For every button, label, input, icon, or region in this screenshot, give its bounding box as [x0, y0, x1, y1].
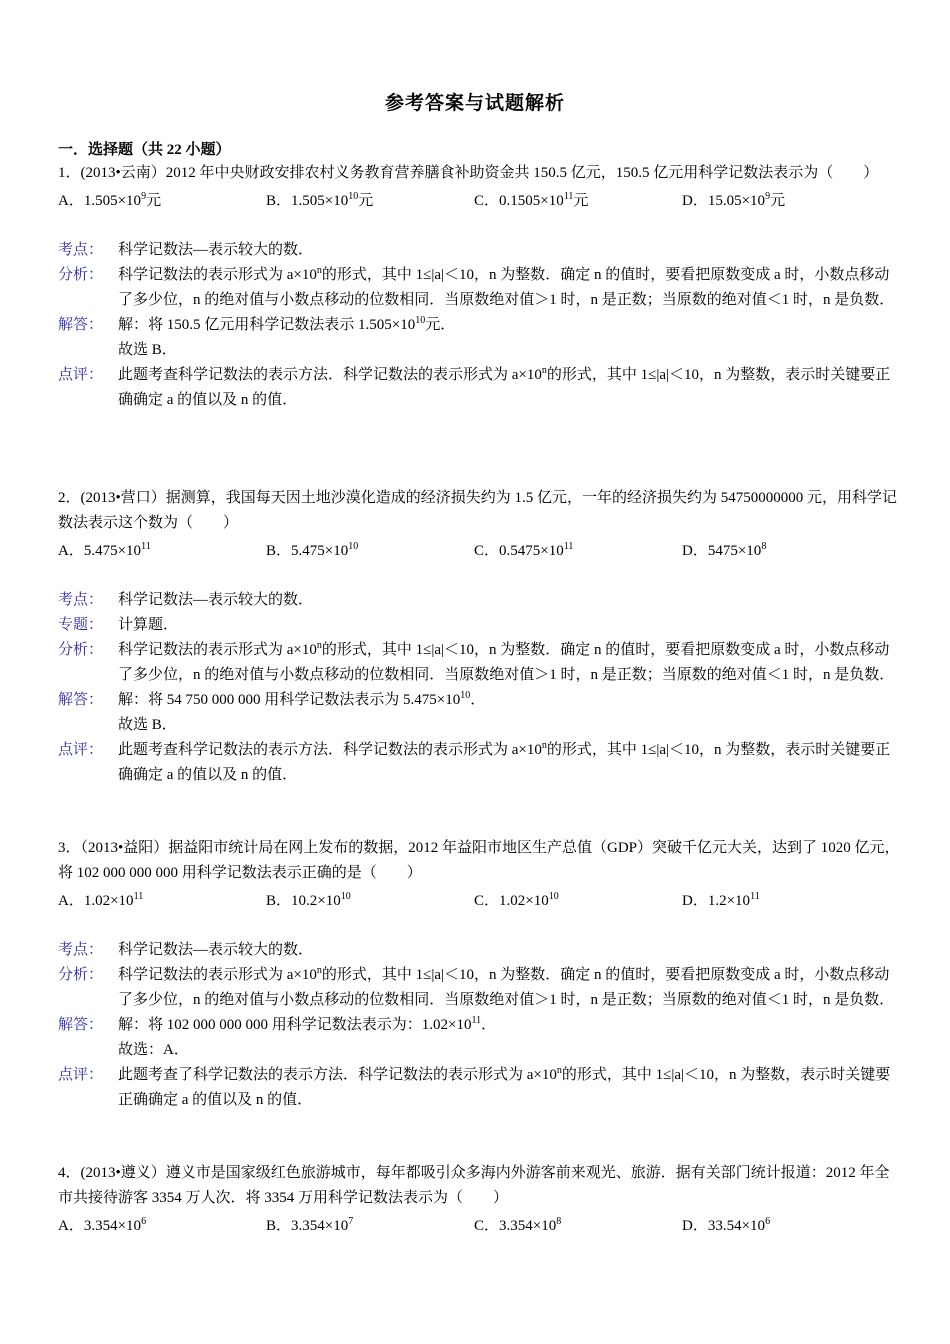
option-b: B．$1.505\times 10^{10}$元: [266, 191, 374, 209]
jieda-row: [58, 1013, 900, 1063]
options-row: [58, 888, 900, 914]
jieda-text: 解：将 150.5 亿元用科学记数法表示 $1.505\times 10^{10}$元． 故选 B．: [118, 315, 456, 358]
question-3: [58, 836, 900, 1113]
analysis-block: [58, 588, 900, 788]
kaodian-row: [58, 938, 900, 963]
option-d: D．$33.54\times 10^6$: [682, 1216, 771, 1234]
question-text: ．(2013•遵义）遵义市是国家级红色旅游城市，每年都吸引众多海内外游客前来观光、旅游．据有关部门统计报道：2012 年全市共接待游客 3354 万人次．将 3354 万用科学记数法表示为（ ）: [58, 1165, 890, 1206]
options-row: [58, 1213, 900, 1239]
question-number: 3: [58, 840, 66, 856]
jieda-row: [58, 688, 900, 738]
fenxi-row: [58, 963, 900, 1013]
jieda-text: 解：将 54 750 000 000 用科学记数法表示为 $5.475\times 10^{10}$． 故选 B．: [118, 690, 486, 733]
kaodian-row: [58, 588, 900, 613]
kaodian-row: [58, 238, 900, 263]
zhuanti-text: 计算题．: [118, 617, 179, 633]
jieda-row: [58, 313, 900, 363]
question-text: ．(2013•营口）据测算，我国每天因土地沙漠化造成的经济损失约为 1.5 亿元，一年的经济损失约为 54750000000 元，用科学记数法表示这个数为（ ）: [58, 490, 898, 531]
answer-choice: 故选 B．: [118, 717, 177, 733]
option-c: C．$0.5475\times 10^{11}$: [474, 541, 574, 559]
dianping-row: [58, 738, 900, 788]
option-b: B．$5.475\times 10^{10}$: [266, 541, 359, 559]
question-stem: [58, 1161, 900, 1211]
fenxi-row: [58, 638, 900, 688]
dianping-label: 点评：: [58, 367, 104, 383]
jieda-label: 解答：: [58, 1017, 104, 1033]
question-4: [58, 1161, 900, 1239]
section-heading: 一．选择题（共 22 小题）: [58, 142, 231, 158]
jieda-label: 解答：: [58, 692, 104, 708]
question-number: 4: [58, 1165, 66, 1181]
dianping-text: 此题考查科学记数法的表示方法．科学记数法的表示形式为 $a\times 10^n$的形式，其中 1≤|a|＜10，n 为整数，表示时关键要正确确定 a 的值以及 n 的值．: [118, 740, 891, 783]
options-row: [58, 188, 900, 214]
question-stem: [58, 161, 900, 186]
option-a: A．$1.505\times 10^9$元: [58, 191, 162, 209]
question-stem: [58, 486, 900, 536]
option-d: D．$5475\times 10^8$: [682, 541, 767, 559]
fenxi-text: 科学记数法的表示形式为 $a\times 10^n$的形式，其中 1≤|a|＜10，n 为整数．确定 n 的值时，要看把原数变成 a 时，小数点移动了多少位，n 的绝对值与小数点移动的位数相同．当原数绝对值＞1 时，n 是正数；当原数的绝对值＜1 时，n 是负数．: [118, 265, 895, 308]
option-a: A．$3.354\times 10^6$: [58, 1216, 147, 1234]
analysis-block: [58, 238, 900, 413]
jieda-label: 解答：: [58, 317, 104, 333]
kaodian-label: 考点：: [58, 242, 104, 258]
fenxi-label: 分析：: [58, 642, 104, 658]
fenxi-row: [58, 263, 900, 313]
question-text: ．(2013•云南）2012 年中央财政安排农村义务教育营养膳食补助资金共 150.5 亿元，150.5 亿元用科学记数法表示为（ ）: [65, 165, 879, 181]
dianping-label: 点评：: [58, 742, 104, 758]
kaodian-label: 考点：: [58, 592, 104, 608]
kaodian-text: 科学记数法—表示较大的数．: [118, 592, 314, 608]
dianping-row: [58, 1063, 900, 1113]
option-c: C．$3.354\times 10^8$: [474, 1216, 562, 1234]
page-title: 参考答案与试题解析: [384, 93, 565, 114]
answer-choice: 故选：A．: [118, 1042, 189, 1058]
options-row: [58, 538, 900, 564]
jieda-text: 解：将 102 000 000 000 用科学记数法表示为：$1.02\times 10^{11}$． 故选：A．: [118, 1015, 497, 1058]
dianping-text: 此题考查了科学记数法的表示方法．科学记数法的表示形式为 $a\times 10^n$的形式，其中 1≤|a|＜10，n 为整数，表示时关键要正确确定 a 的值以及 n 的值．: [118, 1065, 891, 1108]
fenxi-label: 分析：: [58, 267, 104, 283]
option-c: C．$0.1505\times 10^{11}$元: [474, 191, 589, 209]
fenxi-text: 科学记数法的表示形式为 $a\times 10^n$的形式，其中 1≤|a|＜10，n 为整数．确定 n 的值时，要看把原数变成 a 时，小数点移动了多少位，n 的绝对值与小数点移动的位数相同．当原数绝对值＞1 时，n 是正数；当原数的绝对值＜1 时，n 是负数．: [118, 965, 895, 1008]
option-d: D．$15.05\times 10^9$元: [682, 191, 786, 209]
option-b: B．$3.354\times 10^7$: [266, 1216, 354, 1234]
dianping-row: [58, 363, 900, 413]
option-a: A．$1.02\times 10^{11}$: [58, 891, 144, 909]
question-1: [58, 161, 900, 413]
question-2: [58, 486, 900, 788]
answer-choice: 故选 B．: [118, 342, 177, 358]
question-number: 1: [58, 165, 66, 181]
zhuanti-row: [58, 613, 900, 638]
option-c: C．$1.02\times 10^{10}$: [474, 891, 559, 909]
kaodian-label: 考点：: [58, 942, 104, 958]
question-text: ．（2013•益阳）据益阳市统计局在网上发布的数据，2012 年益阳市地区生产总值（GDP）突破千亿元大关，达到了 1020 亿元，将 102 000 000 000 用科学记数法表示正确的是（ ）: [58, 840, 900, 881]
question-stem: [58, 836, 900, 886]
fenxi-label: 分析：: [58, 967, 104, 983]
fenxi-text: 科学记数法的表示形式为 $a\times 10^n$的形式，其中 1≤|a|＜10，n 为整数．确定 n 的值时，要看把原数变成 a 时，小数点移动了多少位，n 的绝对值与小数点移动的位数相同．当原数绝对值＞1 时，n 是正数；当原数的绝对值＜1 时，n 是负数．: [118, 640, 895, 683]
dianping-text: 此题考查科学记数法的表示方法．科学记数法的表示形式为 $a\times 10^n$的形式，其中 1≤|a|＜10，n 为整数，表示时关键要正确确定 a 的值以及 n 的值．: [118, 365, 891, 408]
option-a: A．$5.475\times 10^{11}$: [58, 541, 151, 559]
zhuanti-label: 专题：: [58, 617, 104, 633]
kaodian-text: 科学记数法—表示较大的数．: [118, 242, 314, 258]
analysis-block: [58, 938, 900, 1113]
dianping-label: 点评：: [58, 1067, 104, 1083]
option-b: B．$10.2\times 10^{10}$: [266, 891, 351, 909]
kaodian-text: 科学记数法—表示较大的数．: [118, 942, 314, 958]
question-number: 2: [58, 490, 66, 506]
option-d: D．$1.2\times 10^{11}$: [682, 891, 760, 909]
